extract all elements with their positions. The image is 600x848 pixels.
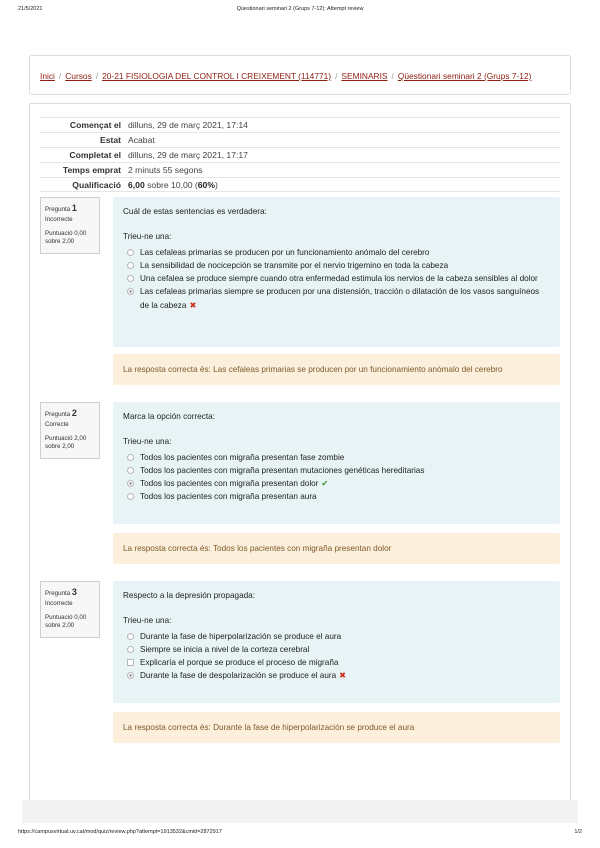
radio-button-checked[interactable]: [127, 480, 134, 487]
summary-value: 2 minuts 55 segons: [128, 165, 203, 175]
incorrect-icon: ✖: [339, 671, 347, 681]
print-page-number: 1/2: [574, 829, 582, 835]
breadcrumb-container: [29, 55, 571, 95]
answer-option-label: La sensibilidad de nocicepción se transmite por el nervio trigemino en toda la cabeza: [140, 261, 449, 271]
answer-option-selected[interactable]: [127, 285, 550, 311]
breadcrumb-courses-link[interactable]: Cursos: [65, 71, 92, 81]
breadcrumb-separator: /: [335, 71, 338, 81]
summary-row-completed: [40, 147, 560, 162]
page-bottom-band: [22, 800, 578, 823]
question-text: Respecto a la depresión propagada:: [123, 591, 256, 600]
answer-option[interactable]: [127, 246, 550, 259]
summary-label: Completat el: [69, 150, 121, 160]
correct-answer-feedback: La resposta correcta és: Las cefaleas primarias se producen por un funcionamiento anómalo del cerebro: [113, 354, 560, 385]
radio-button-checked[interactable]: [127, 288, 134, 295]
answer-option-label: Las cefaleas primarias se producen por un funcionamiento anómalo del cerebro: [140, 248, 430, 257]
question-content: [113, 402, 560, 524]
question-number: Pregunta 2: [45, 408, 77, 418]
breadcrumb: [40, 71, 531, 81]
radio-button[interactable]: [127, 454, 134, 461]
answer-option-label: Una cefalea se produce siempre cuando otra enfermedad estimula los nervios de la cabeza sensibles al dolor: [140, 274, 538, 284]
breadcrumb-separator: /: [58, 71, 62, 81]
radio-button[interactable]: [127, 646, 134, 653]
summary-label: Qualificació: [72, 179, 121, 190]
radio-button[interactable]: [127, 659, 134, 666]
question-info: [40, 197, 100, 254]
summary-value: Acabat: [128, 135, 155, 145]
summary-value: 6,00 sobre 10,00 (60%): [128, 179, 218, 190]
answer-option-label: Todos los pacientes con migraña presentan fase zombie: [140, 453, 345, 462]
answer-option-label: Las cefaleas primarias siempre se producen por una distensión, tracción o dilatación de los vasos sanguíneos de la cabeza: [140, 287, 540, 310]
answer-option-label: Todos los pacientes con migraña presentan aura: [140, 492, 317, 502]
answer-option-label: Durante la fase de hiperpolarización se produce el aura: [140, 632, 342, 641]
answer-option[interactable]: [127, 451, 550, 464]
question-state: Incorrecte: [45, 600, 73, 608]
question-number: Pregunta 3: [45, 587, 77, 597]
summary-row-state: [40, 132, 560, 147]
question-text: Cuál de estas sentencias es verdadera:: [123, 207, 267, 216]
answer-option-label: Durante la fase de despolarización se produce el aura: [140, 671, 337, 681]
question-info: [40, 402, 100, 459]
attempt-summary-table: [40, 117, 560, 192]
summary-row-started: [40, 117, 560, 132]
radio-button[interactable]: [127, 249, 134, 256]
question-grade: Puntuació 0,00 sobre 2,00: [45, 613, 87, 630]
radio-button[interactable]: [127, 493, 134, 500]
question-content: [113, 581, 560, 703]
answer-option[interactable]: [127, 630, 550, 643]
grade-score: 6,00: [128, 179, 145, 190]
breadcrumb-home-link[interactable]: Inici: [40, 71, 55, 81]
summary-value: dilluns, 29 de març 2021, 17:17: [128, 150, 248, 160]
answer-option[interactable]: [127, 490, 550, 503]
answer-option-label: Todos los pacientes con migraña presentan mutaciones genéticas hereditarias: [140, 466, 425, 476]
answer-option-label: Explicaría el porque se produce el proceso de migraña: [140, 658, 339, 668]
correct-check-icon: ✔: [321, 479, 329, 489]
answer-prompt: Trieu-ne una:: [123, 232, 172, 241]
summary-row-grade: [40, 177, 560, 192]
answer-option[interactable]: [127, 272, 550, 285]
radio-button[interactable]: [127, 275, 134, 282]
answer-option[interactable]: [127, 464, 550, 477]
summary-label: Temps emprat: [62, 165, 121, 175]
answer-option[interactable]: [127, 643, 550, 656]
question-number: Pregunta 1: [45, 203, 77, 213]
breadcrumb-separator: /: [95, 71, 99, 81]
question-text: Marca la opción correcta:: [123, 412, 215, 421]
question-state: Incorrecte: [45, 216, 73, 224]
question-state: Correcte: [45, 421, 69, 429]
question-content: [113, 197, 560, 347]
answer-option[interactable]: [127, 656, 550, 669]
answer-option-label: Siempre se inicia a nivel de la corteza cerebral: [140, 645, 310, 655]
answer-prompt: Trieu-ne una:: [123, 437, 172, 446]
breadcrumb-separator: /: [391, 71, 394, 81]
grade-percent: 60%: [197, 179, 215, 190]
correct-answer-feedback: La resposta correcta és: Durante la fase de hiperpolarización se produce el aura: [113, 712, 560, 743]
correct-answer-feedback: La resposta correcta és: Todos los pacientes con migraña presentan dolor: [113, 533, 560, 564]
answer-option-selected[interactable]: [127, 669, 550, 682]
radio-button[interactable]: [127, 633, 134, 640]
radio-button-checked[interactable]: [127, 672, 134, 679]
radio-button[interactable]: [127, 467, 134, 474]
summary-row-time: [40, 162, 560, 177]
summary-value: dilluns, 29 de març 2021, 17:14: [128, 120, 248, 130]
print-title: Qüestionari seminari 2 (Grups 7-12): Attempt review: [236, 6, 364, 12]
answer-option-label: Todos los pacientes con migraña presentan dolor: [140, 479, 319, 489]
grade-out-of: sobre 10,00: [147, 179, 193, 190]
question-grade: Puntuació 2,00 sobre 2,00: [45, 434, 87, 451]
summary-label: Començat el: [69, 120, 121, 130]
radio-button[interactable]: [127, 262, 134, 269]
incorrect-icon: ✖: [189, 300, 197, 310]
question-grade: Puntuació 0,00 sobre 2,00: [45, 229, 87, 246]
breadcrumb-course-link[interactable]: 20-21 FISIOLOGIA DEL CONTROL I CREIXEMENT (114771): [102, 71, 332, 81]
summary-label: Estat: [99, 135, 121, 145]
breadcrumb-section-link[interactable]: SEMINARIS: [341, 71, 388, 81]
print-date: 21/5/2021: [18, 6, 43, 12]
question-info: [40, 581, 100, 638]
answer-prompt: Trieu-ne una:: [123, 616, 172, 625]
answer-option-selected[interactable]: [127, 477, 550, 490]
breadcrumb-quiz-link[interactable]: Qüestionari seminari 2 (Grups 7-12): [397, 71, 532, 81]
print-url: https://campusvirtual.uv.cat/mod/quiz/review.php?attempt=1913532&cmid=2872917: [18, 829, 222, 835]
answer-option[interactable]: [127, 259, 550, 272]
